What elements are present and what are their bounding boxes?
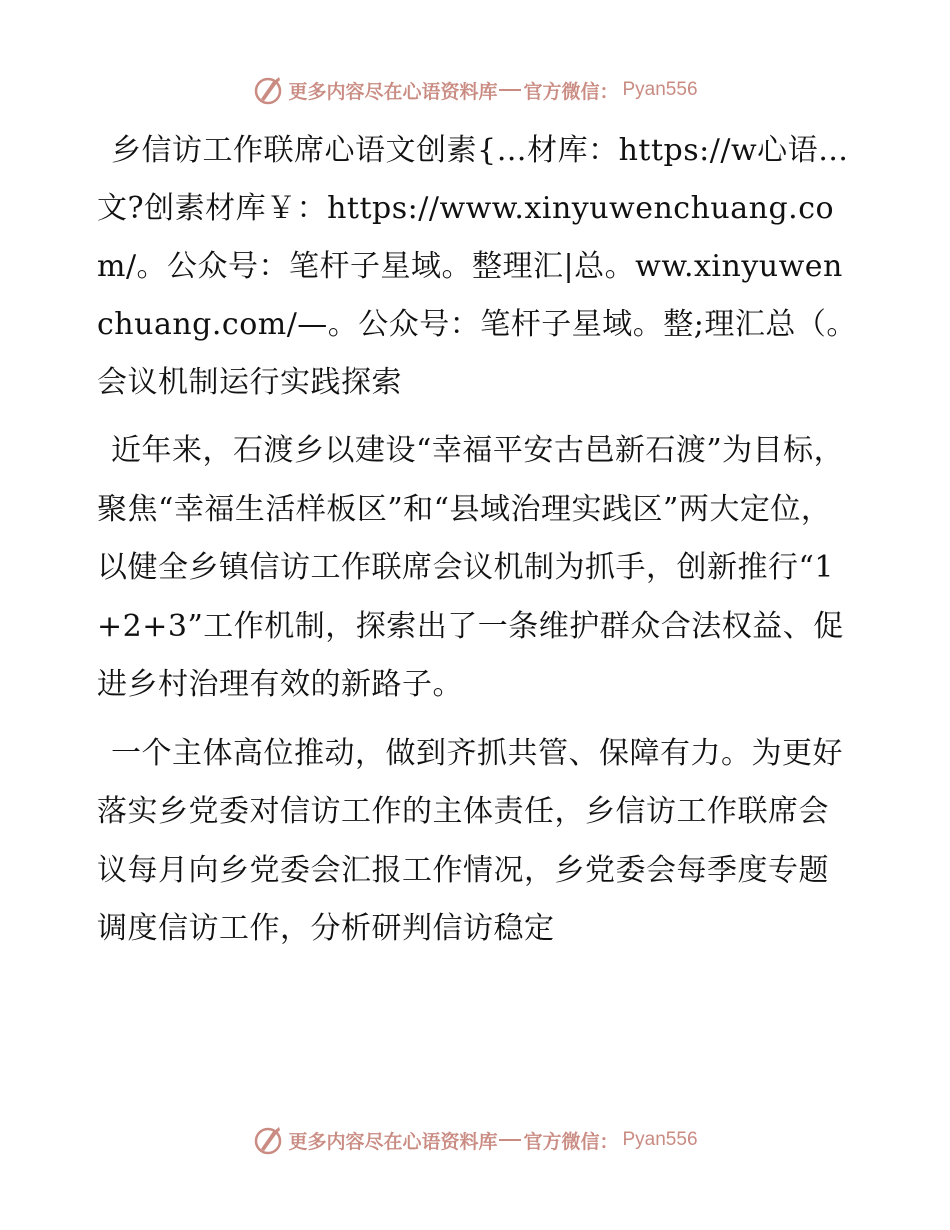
quill-logo-icon bbox=[252, 1124, 284, 1156]
watermark-banner-bottom bbox=[0, 1122, 950, 1158]
paragraph-title-text: 乡信访工作联席心语文创素{…材库：https://w心语…文?创素材库￥：https://www.xinyuwenchuang.com/。公众号：笔杆子星域。整理汇|总。ww.xinyuwenchuang.com/—。公众号：笔杆子星域。整;理汇总（。会议机制运行实践探索 bbox=[97, 133, 857, 400]
banner-dash bbox=[499, 89, 521, 91]
paragraph-section-one-text: 一个主体高位推动，做到齐抓共管、保障有力。为更好落实乡党委对信访工作的主体责任，乡信访工作联席会议每月向乡党委会汇报工作情况，乡党委会每季度专题调度信访工作，分析研判信访稳定 bbox=[97, 735, 843, 946]
paragraph-section-one bbox=[97, 725, 857, 959]
paragraph-intro-text: 近年来，石渡乡以建设“幸福平安古邑新石渡”为目标，聚焦“幸福生活样板区”和“县域治理实践区”两大定位，以健全乡镇信访工作联席会议机制为抓手，创新推行“1+2+3”工作机制，探索出了一条维护群众合法权益、促进乡村治理有效的新路子。 bbox=[97, 433, 845, 702]
paragraph-intro bbox=[97, 422, 857, 715]
watermark-banner-top bbox=[0, 72, 950, 108]
banner-slogan: 更多内容尽在心语资料库 bbox=[288, 1130, 498, 1153]
banner-wechat-id: Pyan556 bbox=[622, 79, 698, 100]
banner-dash bbox=[499, 1139, 521, 1141]
banner-wechat-id: Pyan556 bbox=[622, 1129, 698, 1150]
paragraph-title bbox=[97, 122, 857, 412]
quill-logo-icon bbox=[252, 74, 284, 106]
banner-wechat-label: 官方微信： bbox=[523, 80, 619, 103]
document-body bbox=[97, 122, 857, 969]
banner-wechat-label: 官方微信： bbox=[523, 1130, 619, 1153]
banner-slogan: 更多内容尽在心语资料库 bbox=[288, 80, 498, 103]
